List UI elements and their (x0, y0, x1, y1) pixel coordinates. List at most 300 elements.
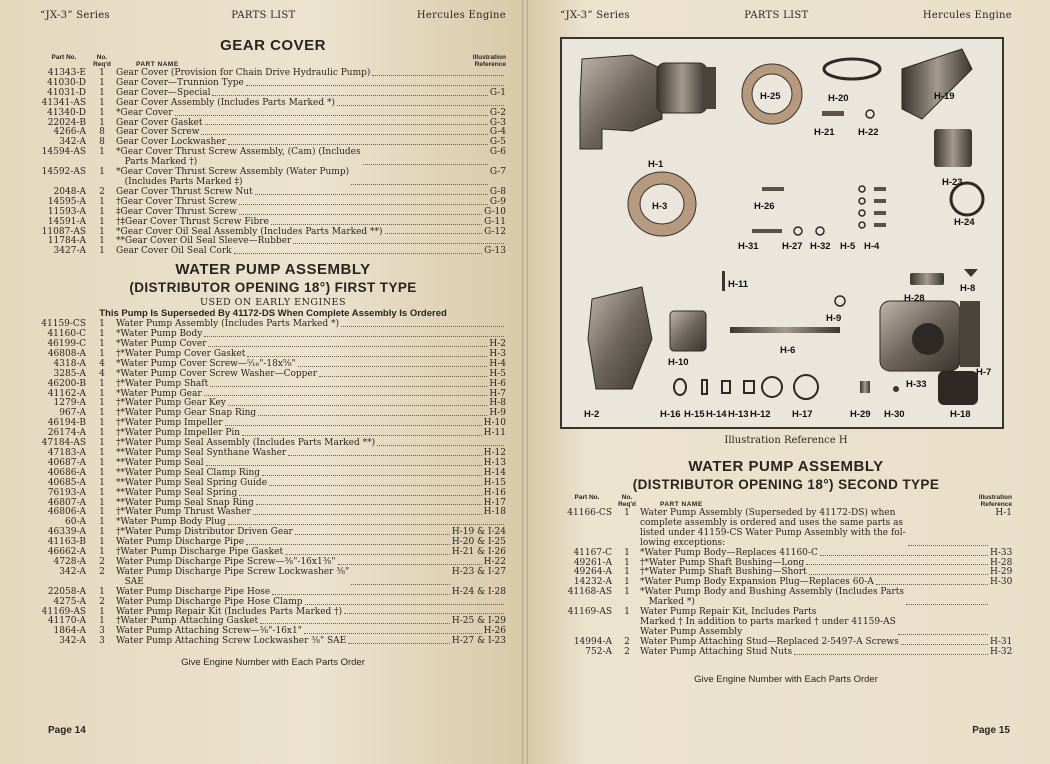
illustration-reference: G-11 (484, 216, 506, 227)
part-number: 41169-AS (41, 606, 86, 617)
early-engines-note: USED ON EARLY ENGINES (200, 297, 346, 309)
part-number: 3285-A (53, 368, 86, 379)
table-row (40, 380, 506, 390)
illustration-reference: H-5 (489, 368, 506, 379)
part-number: 11087-AS (41, 226, 86, 237)
part-name: †Gear Cover Thrust Screw (116, 196, 237, 207)
label-h10: H-10 (668, 357, 689, 368)
part-name: †*Water Pump Thrust Washer (116, 507, 251, 518)
part-description-cell (116, 148, 506, 168)
part-number: 14232-A (573, 577, 612, 588)
table-row (40, 390, 506, 400)
quantity: 1 (99, 527, 105, 538)
quantity: 1 (99, 246, 105, 257)
table-row (40, 218, 506, 228)
part-name: †Water Pump Attaching Gasket (116, 616, 259, 627)
quantity: 1 (99, 537, 105, 548)
part-number: 14591-A (47, 216, 86, 227)
leader-dots (876, 578, 988, 585)
leader-dots (228, 399, 487, 406)
label-h32: H-32 (810, 241, 831, 252)
quantity: 1 (99, 236, 105, 247)
col-ref: Illustration Reference (978, 494, 1012, 508)
part-number: 1279-A (53, 398, 86, 409)
label-h24: H-24 (954, 217, 975, 228)
col-part-no: Part No. (51, 54, 77, 61)
quantity: 1 (624, 547, 630, 558)
part-name: *Water Pump Body (116, 329, 203, 340)
leader-dots (385, 228, 483, 235)
illustration-reference: G-3 (489, 117, 506, 128)
part-name: Gear Cover—Trunnion Type (116, 77, 244, 88)
illustration-reference: H-26 (483, 626, 506, 637)
leader-dots (348, 637, 450, 644)
part-number: 11593-A (47, 206, 86, 217)
label-h4: H-4 (864, 241, 880, 252)
table-row (40, 499, 506, 509)
leader-dots (239, 489, 481, 496)
illustration-reference: H-6 (489, 378, 506, 389)
part-number: 41170-A (47, 616, 86, 627)
right-page (524, 0, 1050, 764)
leader-dots (239, 198, 488, 205)
illustration-reference: H-29 (990, 567, 1013, 578)
quantity: 8 (99, 137, 105, 148)
part-name: †*Water Pump Gear Key (116, 398, 226, 409)
label-h11: H-11 (728, 279, 749, 290)
part-number: 342-A (59, 566, 86, 577)
part-description-cell (640, 648, 1012, 658)
quantity: 1 (99, 487, 105, 498)
book-gutter (522, 0, 528, 764)
leader-dots (271, 218, 482, 225)
illustration-reference: H-10 (483, 418, 506, 429)
illustration-reference: H-3 (489, 348, 506, 359)
leader-dots (305, 598, 505, 605)
quantity: 1 (99, 507, 105, 518)
parts-list-label: PARTS LIST (231, 10, 296, 21)
table-row (40, 79, 506, 89)
part-number: 41166-CS (567, 508, 612, 518)
part-name: †*Water Pump Gear Snap Ring (116, 408, 257, 419)
label-h26: H-26 (754, 201, 775, 212)
leader-dots (204, 390, 488, 397)
label-h22: H-22 (858, 127, 879, 138)
label-h9: H-9 (826, 313, 842, 324)
quantity: 1 (624, 587, 630, 598)
col-part-name: PART NAME (136, 61, 179, 68)
table-row (40, 340, 506, 350)
table-row (40, 188, 506, 198)
quantity: 1 (99, 196, 105, 207)
page-number: Page 15 (972, 725, 1010, 736)
part-description-cell (116, 568, 506, 588)
leader-dots (372, 69, 504, 76)
label-h29: H-29 (850, 409, 871, 420)
table-row (40, 479, 506, 489)
leader-dots (253, 508, 482, 515)
table-row (560, 588, 1012, 608)
quantity: 1 (624, 508, 630, 518)
illustration-reference: H-25 & I-29 (451, 616, 506, 627)
part-name: Gear Cover Screw (116, 127, 200, 138)
part-name: **Water Pump Seal Snap Ring (116, 497, 254, 508)
part-name: *Water Pump Body Expansion Plug—Replaces 60-A (640, 577, 874, 588)
parts-list-label: PARTS LIST (744, 10, 809, 21)
part-number: 26174-A (47, 428, 86, 439)
part-name: †*Water Pump Seal Assembly (Includes Parts Marked **) (116, 438, 376, 449)
illustration-reference: G-5 (489, 137, 506, 148)
part-name: Water Pump Discharge Pipe Screw Lockwasher ⅜" SAE (116, 566, 350, 587)
illustration-reference: H-32 (990, 646, 1013, 657)
leader-dots (293, 237, 504, 244)
label-h17: H-17 (792, 409, 813, 420)
table-row (40, 568, 506, 588)
table-row (40, 119, 506, 129)
part-name: †‡Gear Cover Thrust Screw Fibre (116, 216, 269, 227)
parts-photo (562, 39, 1002, 427)
part-name: Gear Cover—Special (116, 87, 211, 98)
table-row (40, 330, 506, 340)
leader-dots (246, 79, 504, 86)
part-name: Water Pump Discharge Pipe Hose (116, 586, 271, 597)
part-number: 22024-B (47, 117, 86, 128)
part-name: ‡Gear Cover Thrust Screw (116, 206, 237, 217)
part-description-cell (116, 247, 506, 257)
label-h16: H-16 (660, 409, 681, 420)
part-name: Water Pump Attaching Stud Nuts (640, 646, 793, 657)
quantity: 2 (99, 556, 105, 567)
leader-dots (351, 568, 450, 585)
part-description-cell (116, 99, 506, 109)
quantity: 1 (99, 517, 105, 528)
leader-dots (175, 109, 488, 116)
part-name: Water Pump Discharge Pipe (116, 537, 245, 548)
illustration-reference: H-30 (990, 577, 1013, 588)
table-row (40, 128, 506, 138)
illustration-reference: G-10 (484, 206, 506, 217)
label-h31: H-31 (738, 241, 759, 252)
part-number: 967-A (59, 408, 86, 419)
part-number: 49264-A (573, 567, 612, 578)
part-number: 41341-AS (41, 97, 86, 108)
label-h13: H-13 (728, 409, 749, 420)
part-number: 47184-AS (41, 438, 86, 449)
quantity: 2 (624, 636, 630, 647)
table-row (40, 489, 506, 499)
label-h1: H-1 (648, 159, 664, 170)
part-name: Water Pump Discharge Pipe Hose Clamp (116, 596, 303, 607)
leader-dots (304, 627, 482, 634)
part-number: 46339-A (47, 527, 86, 538)
quantity: 1 (99, 467, 105, 478)
illustration-reference: H-28 (990, 557, 1013, 568)
series-label: “JX-3” Series (560, 10, 630, 21)
quantity: 1 (99, 438, 105, 449)
leader-dots (338, 558, 482, 565)
leader-dots (242, 429, 482, 436)
running-header (40, 10, 506, 21)
part-name: †*Water Pump Cover Gasket (116, 348, 246, 359)
label-h30: H-30 (884, 409, 905, 420)
illustration-reference: H-2 (489, 339, 506, 350)
table-row (40, 208, 506, 218)
quantity: 1 (99, 497, 105, 508)
quantity: 1 (99, 226, 105, 237)
part-number: 46806-A (47, 507, 86, 518)
part-name: *Water Pump Cover (116, 339, 207, 350)
part-number: 4266-A (53, 127, 86, 138)
part-number: 342-A (59, 636, 86, 647)
part-name: **Water Pump Seal Synthane Washer (116, 448, 287, 458)
leader-dots (208, 340, 487, 347)
leader-dots (246, 538, 450, 545)
label-h2: H-2 (584, 409, 600, 420)
part-number: 4275-A (53, 596, 86, 607)
col-part-name: PART NAME (660, 501, 703, 508)
column-headers (560, 494, 1012, 508)
leader-dots (377, 439, 504, 446)
leader-dots (794, 648, 988, 655)
part-number: 14994-A (573, 636, 612, 647)
quantity: 1 (99, 586, 105, 597)
part-name: †*Water Pump Distributor Driven Gear (116, 527, 293, 538)
col-part-no: Part No. (574, 494, 600, 501)
label-h23: H-23 (942, 177, 963, 188)
label-h8: H-8 (960, 283, 976, 294)
label-h28: H-28 (904, 293, 925, 304)
quantity: 2 (624, 646, 630, 657)
label-h27: H-27 (782, 241, 803, 252)
order-note: Give Engine Number with Each Parts Order (181, 657, 365, 669)
table-row (40, 69, 506, 79)
page-number: Page 14 (48, 725, 86, 736)
illustration-reference: G-9 (489, 196, 506, 207)
quantity: 1 (99, 206, 105, 217)
leader-dots (256, 499, 482, 506)
quantity: 2 (99, 566, 105, 577)
quantity: 1 (99, 616, 105, 627)
leader-dots (228, 518, 504, 525)
quantity: 1 (624, 557, 630, 568)
quantity: 1 (99, 329, 105, 340)
leader-dots (260, 617, 450, 624)
part-name: Water Pump Attaching Screw—⅜"-16x1" (116, 626, 302, 637)
leader-dots (806, 559, 988, 566)
part-number: 46808-A (47, 348, 86, 359)
illustration-reference: H-13 (483, 457, 506, 468)
table-row (40, 608, 506, 618)
illustration-reference: H-11 (483, 428, 506, 439)
part-number: 60-A (65, 517, 86, 528)
quantity: 1 (99, 216, 105, 227)
quantity: 4 (99, 368, 105, 379)
part-name: *Water Pump Gear (116, 388, 202, 399)
engine-label: Hercules Engine (416, 10, 506, 21)
table-row (40, 168, 506, 188)
table-row (40, 237, 506, 247)
label-h25: H-25 (760, 91, 781, 102)
leader-dots (272, 588, 450, 595)
col-req: No. Req'd (618, 494, 636, 508)
quantity: 1 (99, 457, 105, 468)
leader-dots (908, 509, 988, 546)
illustration-reference: H-27 & I-23 (451, 636, 506, 647)
part-name: Water Pump Assembly (Includes Parts Marked *) (116, 319, 339, 330)
part-name: Water Pump Repair Kit, Includes Parts Marked † In addition to parts marked † under 41159-AS Water Pump Assembly (640, 607, 896, 637)
part-name: Water Pump Discharge Pipe Screw—⅜"-16x1⅜" (116, 556, 336, 567)
part-number: 22058-A (47, 586, 86, 597)
leader-dots (228, 138, 488, 145)
part-number: 47183-A (47, 448, 86, 458)
quantity: 2 (99, 186, 105, 197)
label-h7: H-7 (976, 367, 992, 378)
quantity: 8 (99, 127, 105, 138)
part-number: 11784-A (47, 236, 86, 247)
leader-dots (225, 419, 482, 426)
superseded-note: This Pump Is Superseded By 41172-DS When Complete Assembly Is Ordered (99, 308, 447, 320)
leader-dots (319, 370, 487, 377)
illustration-reference: H-24 & I-28 (451, 586, 506, 597)
illustration-reference (990, 608, 1012, 638)
part-number: 41169-AS (567, 607, 612, 618)
part-number: 41168-AS (567, 587, 612, 598)
part-number: 14594-AS (41, 147, 86, 158)
illustration-reference: H-31 (990, 636, 1013, 647)
part-number: 76193-A (47, 487, 86, 498)
col-ref: Illustration Reference (472, 54, 506, 68)
table-row (40, 247, 506, 257)
part-number: 41030-D (47, 77, 86, 88)
water-pump-second-title: WATER PUMP ASSEMBLY (688, 458, 884, 475)
part-name: †*Water Pump Impeller Pin (116, 428, 241, 439)
leader-dots (205, 119, 488, 126)
gear-cover-title: GEAR COVER (220, 37, 326, 54)
illustration-reference: H-15 (483, 477, 506, 488)
part-name: **Gear Cover Oil Seal Sleeve—Rubber (116, 236, 292, 247)
quantity: 1 (99, 547, 105, 558)
part-description-cell (116, 218, 506, 228)
part-name: †*Water Pump Shaft Bushing—Long (640, 557, 805, 568)
col-req: No. Req'd (93, 54, 111, 68)
part-number: 41163-B (47, 537, 86, 548)
part-number: 41160-C (47, 329, 86, 340)
illustration-reference: G-4 (489, 127, 506, 138)
label-h3: H-3 (652, 201, 668, 212)
label-h21: H-21 (814, 127, 835, 138)
leader-dots (820, 549, 988, 556)
table-row (40, 528, 506, 538)
column-headers (40, 54, 506, 68)
part-name: Water Pump Assembly (Superseded by 41172-DS) when complete assembly is ordered and uses the same parts as listed under 41159-CS Water Pump Assembly with the fol- lowing exceptions: (640, 508, 906, 548)
leader-dots (247, 350, 487, 357)
running-header (560, 10, 1012, 21)
part-number: 4728-A (53, 556, 86, 567)
part-name: Water Pump Attaching Screw Lockwasher ⅜" SAE (116, 636, 347, 647)
part-description-cell (640, 588, 1012, 608)
part-number: 46194-B (47, 418, 86, 429)
part-name: Gear Cover Lockwasher (116, 137, 226, 148)
label-h18: H-18 (950, 409, 971, 420)
leader-dots (906, 588, 988, 605)
part-number: 41343-E (47, 68, 86, 78)
part-name: Gear Cover Gasket (116, 117, 203, 128)
illustration-reference: H-4 (489, 358, 506, 369)
part-name: Water Pump Attaching Stud—Replaced 2-5497-A Screws (640, 636, 899, 647)
leader-dots (285, 548, 450, 555)
leader-dots (337, 99, 504, 106)
part-number: 49261-A (573, 557, 612, 568)
illustration-reference: G-13 (484, 246, 506, 257)
leader-dots (204, 330, 504, 337)
part-number: 46662-A (47, 547, 86, 558)
leader-dots (210, 380, 487, 387)
part-name: †*Water Pump Shaft (116, 378, 209, 389)
part-number: 4318-A (53, 358, 86, 369)
part-name: *Gear Cover Thrust Screw Assembly (Water Pump) (Includes Parts Marked ‡) (116, 167, 350, 187)
quantity: 1 (99, 428, 105, 439)
part-name: *Water Pump Cover Screw—⁵⁄₁₆"-18x⅝" (116, 358, 296, 369)
illustration-reference: H-12 (483, 448, 506, 458)
part-number: 46200-B (47, 378, 86, 389)
table-row (40, 399, 506, 409)
part-name: †Water Pump Discharge Pipe Gasket (116, 547, 284, 558)
part-number: 40687-A (47, 457, 86, 468)
quantity: 1 (624, 577, 630, 588)
quantity: 1 (99, 167, 105, 178)
part-name: Water Pump Repair Kit (Includes Parts Marked †) (116, 606, 343, 617)
table-row (40, 99, 506, 109)
leader-dots (255, 188, 488, 195)
quantity: 1 (624, 567, 630, 578)
part-number: 41167-C (573, 547, 612, 558)
quantity: 1 (99, 107, 105, 118)
illustration-reference: H-8 (489, 398, 506, 409)
part-number: 40685-A (47, 477, 86, 488)
quantity: 3 (99, 626, 105, 637)
table-row (40, 508, 506, 518)
part-name: †*Water Pump Shaft Bushing—Short (640, 567, 807, 578)
part-name: *Water Pump Body Plug (116, 517, 226, 528)
quantity: 1 (99, 388, 105, 399)
part-name: *Water Pump Body and Bushing Assembly (Includes Parts Marked *) (640, 587, 904, 608)
part-name: *Water Pump Cover Screw Washer—Copper (116, 368, 318, 379)
part-number: 1864-A (53, 626, 86, 637)
table-row (40, 198, 506, 208)
leader-dots (201, 128, 487, 135)
water-pump-second-subtitle: (DISTRIBUTOR OPENING 18°) SECOND TYPE (632, 477, 940, 492)
leader-dots (212, 89, 487, 96)
part-description-cell (116, 598, 506, 608)
exploded-parts-illustration (560, 37, 1004, 429)
leader-dots (298, 360, 488, 367)
part-name: †*Water Pump Impeller (116, 418, 223, 429)
quantity: 1 (99, 117, 105, 128)
illustration-reference: H-7 (489, 388, 506, 399)
quantity: 1 (99, 398, 105, 409)
part-number: 41340-D (47, 107, 86, 118)
illustration-reference: G-7 (489, 167, 506, 178)
water-pump-first-title: WATER PUMP ASSEMBLY (175, 261, 371, 279)
quantity: 1 (99, 408, 105, 419)
table-row (560, 509, 1012, 549)
leader-dots (344, 608, 504, 615)
part-name: **Water Pump Seal Spring (116, 487, 238, 498)
part-number: 46199-C (47, 339, 86, 350)
series-label: “JX-3” Series (40, 10, 110, 21)
part-description-cell (116, 637, 506, 647)
part-name: **Water Pump Seal Spring Guide (116, 477, 268, 488)
